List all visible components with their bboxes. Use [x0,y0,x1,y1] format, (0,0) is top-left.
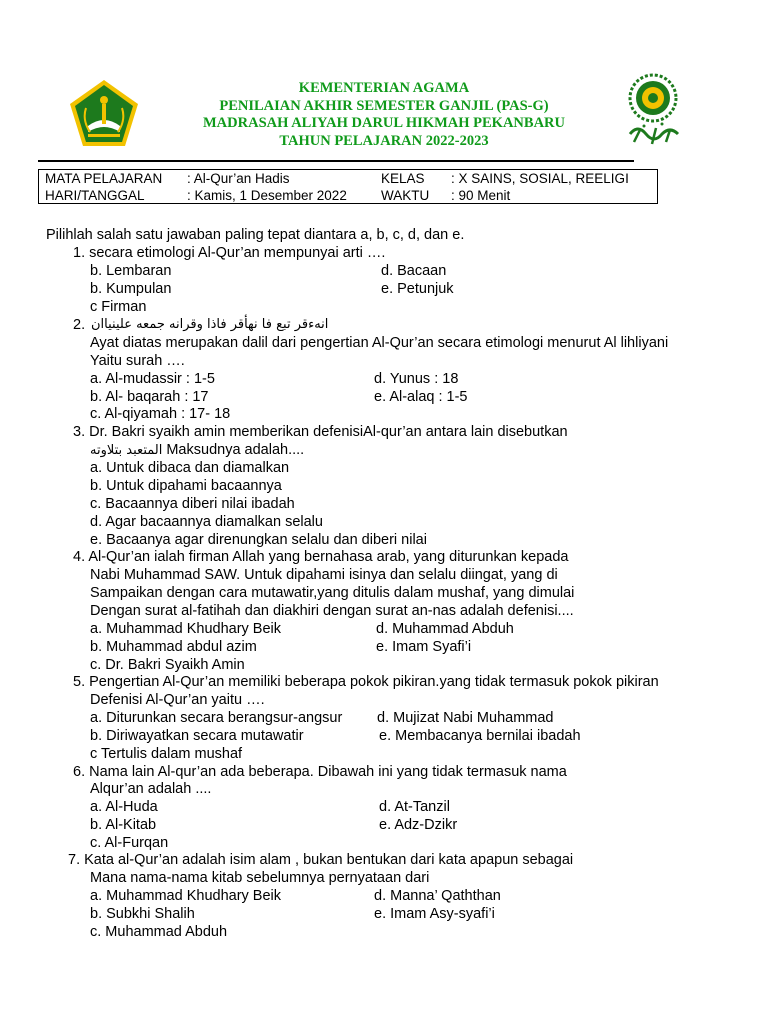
q2-number: 2. [73,317,86,333]
q5-option-a: a. Diturunkan secara berangsur-angsur [90,710,343,726]
q3-stem-cont [90,441,304,460]
q4-option-d: d. Muhammad Abduh [376,621,514,637]
q2-option-c: c. Al-qiyamah : 17- 18 [90,406,231,422]
q2-option-e: e. Al-alaq : 1-5 [374,389,468,405]
day-label: HARI/TANGGAL [45,188,145,203]
q1-stem: 1. secara etimologi Al-Qur’an mempunyai arti …. [73,245,386,261]
time-value: : 90 Menit [451,188,511,203]
q1-option-b: b. Kumpulan [90,281,172,297]
q7-option-a: a. Muhammad Khudhary Beik [90,888,282,904]
q5-stem: 5. Pengertian Al-Qur’an memiliki beberapa pokok pikiran.yang tidak termasuk pokok pikiran [73,674,659,690]
q7-option-b: b. Subkhi Shalih [90,906,195,922]
instruction: Pilihlah salah satu jawaban paling tepat diantara a, b, c, d, dan e. [46,227,465,243]
q7-stem-line2: Mana nama-nama kitab sebelumnya pernyataan dari [90,870,430,886]
header-line-school: MADRASAH ALIYAH DARUL HIKMAH PEKANBARU [203,115,565,132]
q1-option-e: e. Petunjuk [381,281,454,297]
subject-label: MATA PELAJARAN [45,171,163,186]
header-line-ministry: KEMENTERIAN AGAMA [298,80,470,96]
q6-option-c: c. Al-Furqan [90,835,169,851]
q3-stem: 3. Dr. Bakri syaikh amin memberikan defenisiAl-qur’an antara lain disebutkan [73,424,568,440]
q4-option-e: e. Imam Syafi’i [376,639,472,655]
q3-option-d: d. Agar bacaannya diamalkan selalu [90,514,323,530]
q6-option-b: b. Al-Kitab [90,817,157,833]
q3-option-a: a. Untuk dibaca dan diamalkan [90,460,290,476]
q2-option-a: a. Al-mudassir : 1-5 [90,371,215,387]
class-label: KELAS [381,171,425,186]
q2-option-d: d. Yunus : 18 [374,371,459,387]
header-divider [38,160,634,162]
q4-stem: 4. Al-Qur’an ialah firman Allah yang bernahasa arab, yang diturunkan kepada [73,549,569,565]
q3-stem-question: Maksudnya adalah.... [162,442,305,458]
q3-option-e: e. Bacaanya agar direnungkan selalu dan diberi nilai [90,532,427,548]
q4-option-a: a. Muhammad Khudhary Beik [90,621,282,637]
q1-option-c: c Firman [90,299,147,315]
q6-stem-line2: Alqur’an adalah .... [90,781,212,797]
q2-option-b: b. Al- baqarah : 17 [90,389,209,405]
subject-value: : Al-Qur’an Hadis [187,171,290,186]
q1-option-d: d. Bacaan [381,263,447,279]
q3-option-b: b. Untuk dipahami bacaannya [90,478,282,494]
time-label: WAKTU [381,188,430,203]
q5-option-b: b. Diriwayatkan secara mutawatir [90,728,304,744]
q6-option-a: a. Al-Huda [90,799,158,815]
darul-hikmah-logo-icon [622,72,684,152]
q4-option-c: c. Dr. Bakri Syaikh Amin [90,657,245,673]
q4-stem-line3: Sampaikan dengan cara mutawatir,yang ditulis dalam mushaf, yang dimulai [90,585,575,601]
q3-arabic-phrase: المتعبد بتلاوته [90,443,163,458]
q3-option-c: c. Bacaannya diberi nilai ibadah [90,496,295,512]
exam-info-table [38,169,658,204]
q2-stem: Ayat diatas merupakan dalil dari pengertian Al-Qur’an secara etimologi menurut Al lihliyani [90,335,669,351]
q6-option-d: d. At-Tanzil [379,799,450,815]
q1-option-a: b. Lembaran [90,263,172,279]
q6-option-e: e. Adz-Dzikr [379,817,458,833]
q5-option-c: c Tertulis dalam mushaf [90,746,243,762]
q5-option-e: e. Membacanya bernilai ibadah [379,728,581,744]
header-line-exam: PENILAIAN AKHIR SEMESTER GANJIL (PAS-G) [219,97,549,114]
q7-option-d: d. Manna’ Qaththan [374,888,501,904]
q4-stem-line2: Nabi Muhammad SAW. Untuk dipahami isinya dan selalu diingat, yang di [90,567,558,583]
q4-option-b: b. Muhammad abdul azim [90,639,257,655]
q7-stem: 7. Kata al-Qur’an adalah isim alam , bukan bentukan dari kata apapun sebagai [68,852,574,868]
q6-stem: 6. Nama lain Al-qur’an ada beberapa. Dibawah ini yang tidak termasuk nama [73,764,567,780]
q5-stem-line2: Defenisi Al-Qur’an yaitu …. [90,692,265,708]
header-line-year: TAHUN PELAJARAN 2022-2023 [279,132,489,149]
q2-stem-cont: Yaitu surah …. [90,353,185,369]
q7-option-c: c. Muhammad Abduh [90,924,228,940]
q4-stem-line4: Dengan surat al-fatihah dan diakhiri dengan surat an-nas adalah defenisi.... [90,603,574,619]
class-value: : X SAINS, SOSIAL, REELIGI [451,171,629,186]
q2-arabic-verse: انهءقر تبع فا نهأقر فاذا وقرانه جمعه علينياان [91,317,329,332]
q5-option-d: d. Mujizat Nabi Muhammad [377,710,554,726]
day-value: : Kamis, 1 Desember 2022 [187,188,347,203]
q7-option-e: e. Imam Asy-syafi’i [374,906,495,922]
